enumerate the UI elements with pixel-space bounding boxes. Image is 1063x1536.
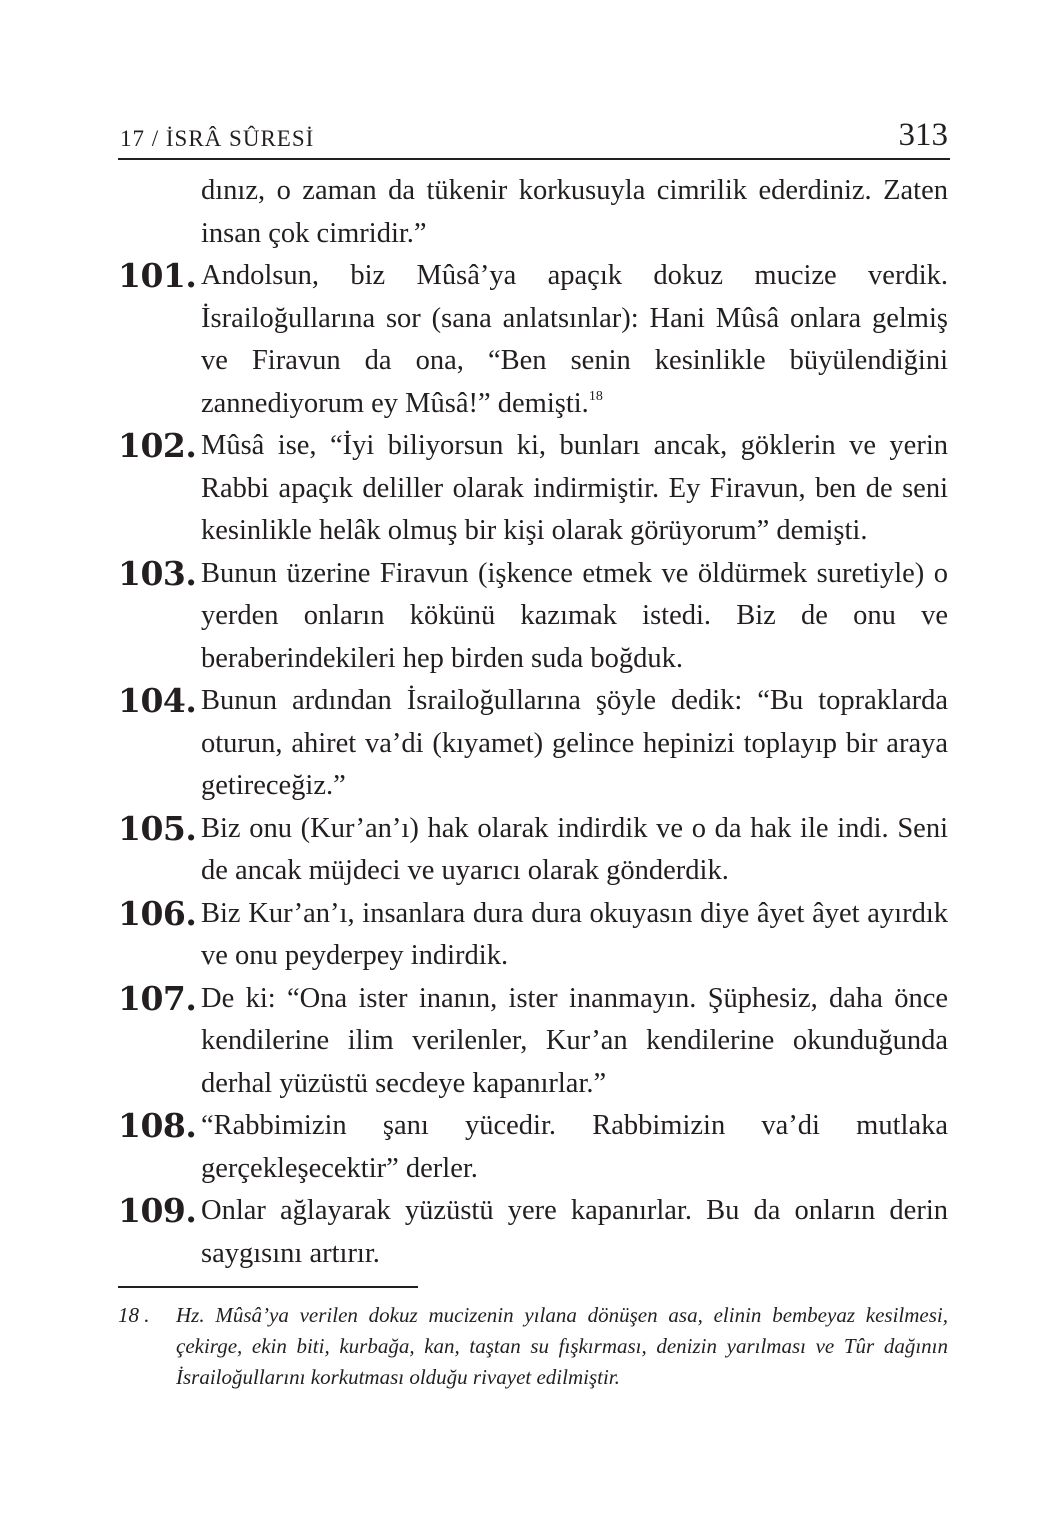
verse-list (118, 170, 948, 1275)
verse-number: 106. (118, 893, 197, 933)
verse-105 (118, 808, 948, 893)
verse-106 (118, 893, 948, 978)
verse-text: Bunun üzerine Firavun (işkence etmek ve öldürmek suretiyle) o yerden onların kökünü kazımak istedi. Biz de onu ve beraberindekileri hep birden suda boğduk. (201, 557, 948, 674)
verse-102 (118, 425, 948, 553)
running-title: 17 / İSRÂ SÛRESİ (120, 126, 315, 151)
verse-continuation-text: dınız, o zaman da tükenir korkusuyla cimrilik ederdiniz. Zaten insan çok cimridir.” (201, 175, 948, 249)
running-header (118, 112, 950, 160)
verse-108 (118, 1105, 948, 1190)
footnote-reference[interactable]: 18 (588, 388, 603, 404)
footnote-divider (118, 1286, 418, 1288)
verse-number: 102. (118, 426, 197, 465)
verse-text: Biz Kur’an’ı, insanlara dura dura okuyasın diye âyet âyet ayırdık ve onu peyderpey indirdik. (201, 897, 948, 971)
verse-number: 108. (118, 1106, 197, 1145)
verse-continuation (118, 170, 948, 255)
verse-number: 109. (118, 1191, 197, 1230)
verse-number: 105. (118, 808, 197, 848)
footnote-number: 18 . (118, 1303, 150, 1327)
verse-number: 103. (118, 553, 197, 593)
verse-103 (118, 553, 948, 681)
verse-number: 104. (118, 681, 197, 720)
verse-text: Mûsâ ise, “İyi biliyorsun ki, bunları ancak, göklerin ve yerin Rabbi apaçık deliller olarak indirmiştir. Ey Firavun, ben de seni kesinlikle helâk olmuş bir kişi olarak görüyorum” demişti. (201, 430, 948, 546)
verse-104 (118, 680, 948, 808)
verse-text: Bunun ardından İsrailoğullarına şöyle dedik: “Bu topraklarda oturun, ahiret va’di (kıyamet) gelince hepinizi toplayıp bir araya getireceğiz.” (201, 685, 948, 801)
verse-text (201, 255, 948, 425)
verse-number: 101. (118, 256, 197, 295)
verse-text: “Rabbimizin şanı yücedir. Rabbimizin va’di mutlaka gerçekleşecektir” derler. (201, 1110, 948, 1184)
verse-107 (118, 978, 948, 1106)
verse-number: 107. (118, 978, 197, 1018)
page-number: 313 (898, 117, 948, 153)
verse-109 (118, 1190, 948, 1275)
verse-101 (118, 255, 948, 425)
verse-text: Onlar ağlayarak yüzüstü yere kapanırlar. Bu da onların derin saygısını artırır. (201, 1195, 948, 1269)
verse-text: De ki: “Ona ister inanın, ister inanmayın. Şüphesiz, daha önce kendilerine ilim verilenler, Kur’an kendilerine okunduğunda derhal yüzüstü secdeye kapanırlar.” (201, 982, 948, 1099)
verse-text: Biz onu (Kur’an’ı) hak olarak indirdik ve o da hak ile indi. Seni de ancak müjdeci ve uyarıcı olarak gönderdik. (201, 812, 948, 886)
footnote (118, 1300, 948, 1393)
footnote-text: Hz. Mûsâ’ya verilen dokuz mucizenin yılana dönüşen asa, elinin bembeyaz kesilmesi, çekirge, ekin biti, kurbağa, kan, taştan su fışkırması, denizin yarılması ve Tûr dağının İsrailoğullarını korkutması olduğu rivayet edilmiştir. (176, 1303, 948, 1389)
verse-text-body: Andolsun, biz Mûsâ’ya apaçık dokuz mucize verdik. İsrailoğullarına sor (sana anlatsınlar): Hani Mûsâ onlara gelmiş ve Firavun da ona, “Ben senin kesinlikle büyülendiğini zannediyorum ey Mûsâ!” demişti. (201, 260, 948, 419)
